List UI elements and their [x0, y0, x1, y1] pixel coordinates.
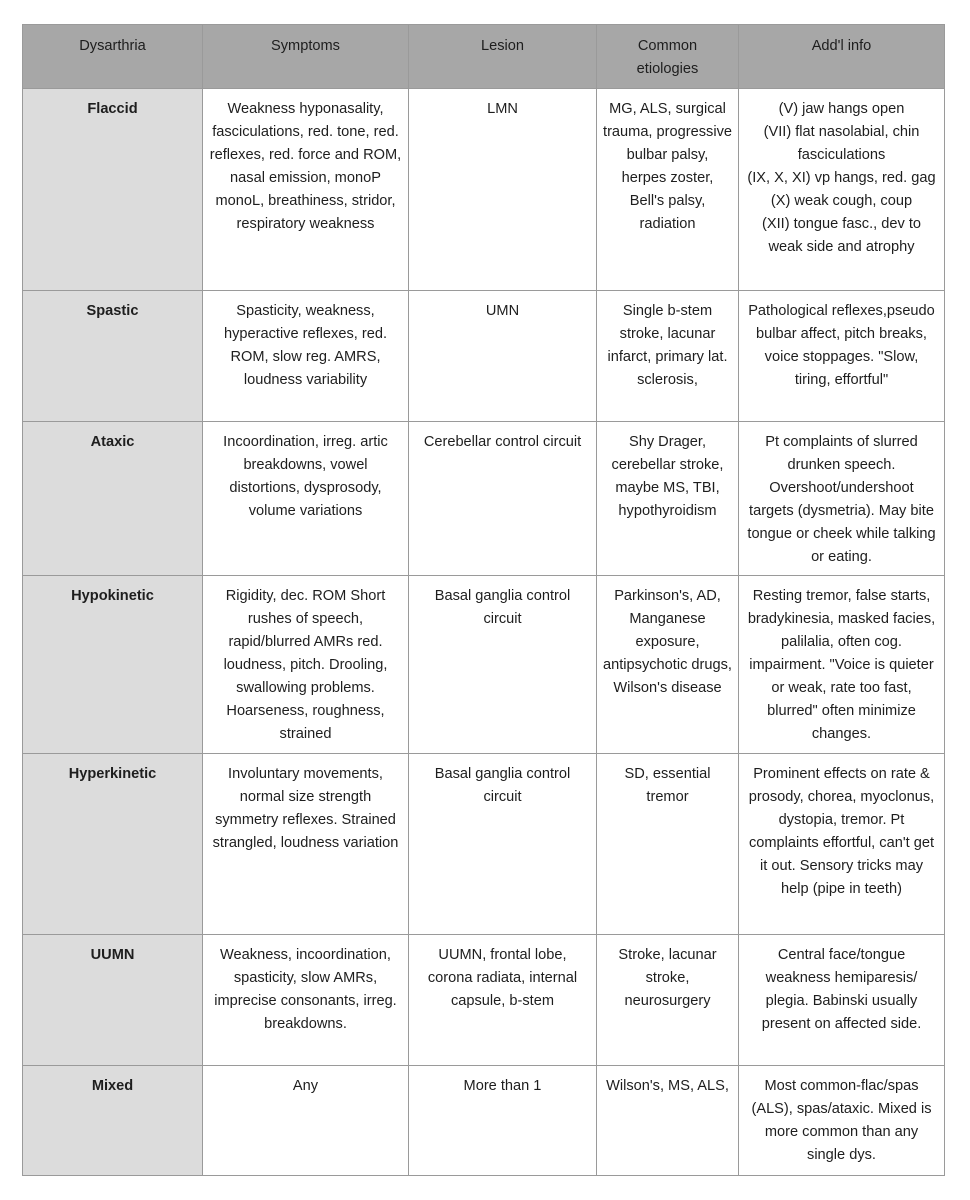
info-line: (X) weak cough, coup [770, 193, 913, 209]
table-row-flaccid [23, 89, 945, 291]
dysarthria-type: Ataxic [23, 422, 203, 576]
table-row-mixed [23, 1066, 945, 1176]
etiologies-cell: Wilson's, MS, ALS, [597, 1066, 739, 1176]
info-line: (V) jaw hangs open [778, 101, 905, 117]
symptoms-cell: Spasticity, weakness, hyperactive reflexes, red. ROM, slow reg. AMRS, loudness variability [203, 291, 409, 422]
lesion-cell: Cerebellar control circuit [409, 422, 597, 576]
info-line: Pt complaints of slurred drunken speech. Overshoot/undershoot targets (dysmetria). May bite tongue or cheek while talking or eating. [747, 434, 936, 565]
info-line: (VII) flat nasolabial, chin fasciculations [763, 124, 920, 163]
header-symptoms: Symptoms [203, 25, 409, 89]
header-dysarthria: Dysarthria [23, 25, 203, 89]
info-line: Prominent effects on rate & prosody, chorea, myoclonus, dystopia, tremor. Pt complaints effortful, can't get it out. Sensory tricks may help (pipe in teeth) [748, 766, 935, 897]
dysarthria-type: UUMN [23, 935, 203, 1066]
etiologies-cell: Stroke, lacunar stroke, neurosurgery [597, 935, 739, 1066]
table-row-hypokinetic [23, 576, 945, 754]
info-line: Resting tremor, false starts, bradykinesia, masked facies, palilalia, often cog. impairment. "Voice is quieter or weak, rate too fast, blurred" often minimize changes. [747, 588, 936, 742]
addl-info-cell [739, 89, 945, 291]
dysarthria-type: Spastic [23, 291, 203, 422]
lesion-cell: UUMN, frontal lobe, corona radiata, internal capsule, b-stem [409, 935, 597, 1066]
etiologies-cell: Shy Drager, cerebellar stroke, maybe MS, TBI, hypothyroidism [597, 422, 739, 576]
lesion-cell: LMN [409, 89, 597, 291]
info-line: Central face/tongue weakness hemiparesis/ plegia. Babinski usually present on affected side. [761, 947, 922, 1032]
table-row-ataxic [23, 422, 945, 576]
lesion-cell: Basal ganglia control circuit [409, 576, 597, 754]
addl-info-cell [739, 935, 945, 1066]
dysarthria-type: Hyperkinetic [23, 754, 203, 935]
table-row-spastic [23, 291, 945, 422]
etiologies-cell: SD, essential tremor [597, 754, 739, 935]
addl-info-cell [739, 422, 945, 576]
lesion-cell: Basal ganglia control circuit [409, 754, 597, 935]
header-common-etiologies: Common etiologies [597, 25, 739, 89]
dysarthria-type: Hypokinetic [23, 576, 203, 754]
lesion-cell: UMN [409, 291, 597, 422]
addl-info-cell [739, 1066, 945, 1176]
info-line: (IX, X, XI) vp hangs, red. gag [747, 170, 936, 186]
dysarthria-table [22, 24, 945, 1176]
dysarthria-table-sheet [22, 24, 944, 1176]
symptoms-cell: Weakness hyponasality, fasciculations, red. tone, red. reflexes, red. force and ROM, nasal emission, monoP monoL, breathiness, stridor, respiratory weakness [203, 89, 409, 291]
etiologies-cell: MG, ALS, surgical trauma, progressive bulbar palsy, herpes zoster, Bell's palsy, radiation [597, 89, 739, 291]
info-line: (XII) tongue fasc., dev to weak side and atrophy [762, 216, 921, 255]
addl-info-cell [739, 291, 945, 422]
table-row-uumn [23, 935, 945, 1066]
symptoms-cell: Involuntary movements, normal size strength symmetry reflexes. Strained strangled, loudness variation [203, 754, 409, 935]
symptoms-cell: Any [203, 1066, 409, 1176]
lesion-cell: More than 1 [409, 1066, 597, 1176]
header-lesion: Lesion [409, 25, 597, 89]
addl-info-cell [739, 576, 945, 754]
dysarthria-type: Flaccid [23, 89, 203, 291]
header-addl-info: Add'l info [739, 25, 945, 89]
header-row [23, 25, 945, 89]
table-row-hyperkinetic [23, 754, 945, 935]
etiologies-cell: Parkinson's, AD, Manganese exposure, antipsychotic drugs, Wilson's disease [597, 576, 739, 754]
info-line: Most common-flac/spas (ALS), spas/ataxic. Mixed is more common than any single dys. [751, 1078, 932, 1163]
symptoms-cell: Rigidity, dec. ROM Short rushes of speech, rapid/blurred AMRs red. loudness, pitch. Drooling, swallowing problems. Hoarseness, roughness, strained [203, 576, 409, 754]
symptoms-cell: Weakness, incoordination, spasticity, slow AMRs, imprecise consonants, irreg. breakdowns. [203, 935, 409, 1066]
info-line: Pathological reflexes,pseudo bulbar affect, pitch breaks, voice stoppages. "Slow, tiring, effortful" [748, 303, 935, 388]
etiologies-cell: Single b-stem stroke, lacunar infarct, primary lat. sclerosis, [597, 291, 739, 422]
dysarthria-type: Mixed [23, 1066, 203, 1176]
symptoms-cell: Incoordination, irreg. artic breakdowns, vowel distortions, dysprosody, volume variations [203, 422, 409, 576]
addl-info-cell [739, 754, 945, 935]
